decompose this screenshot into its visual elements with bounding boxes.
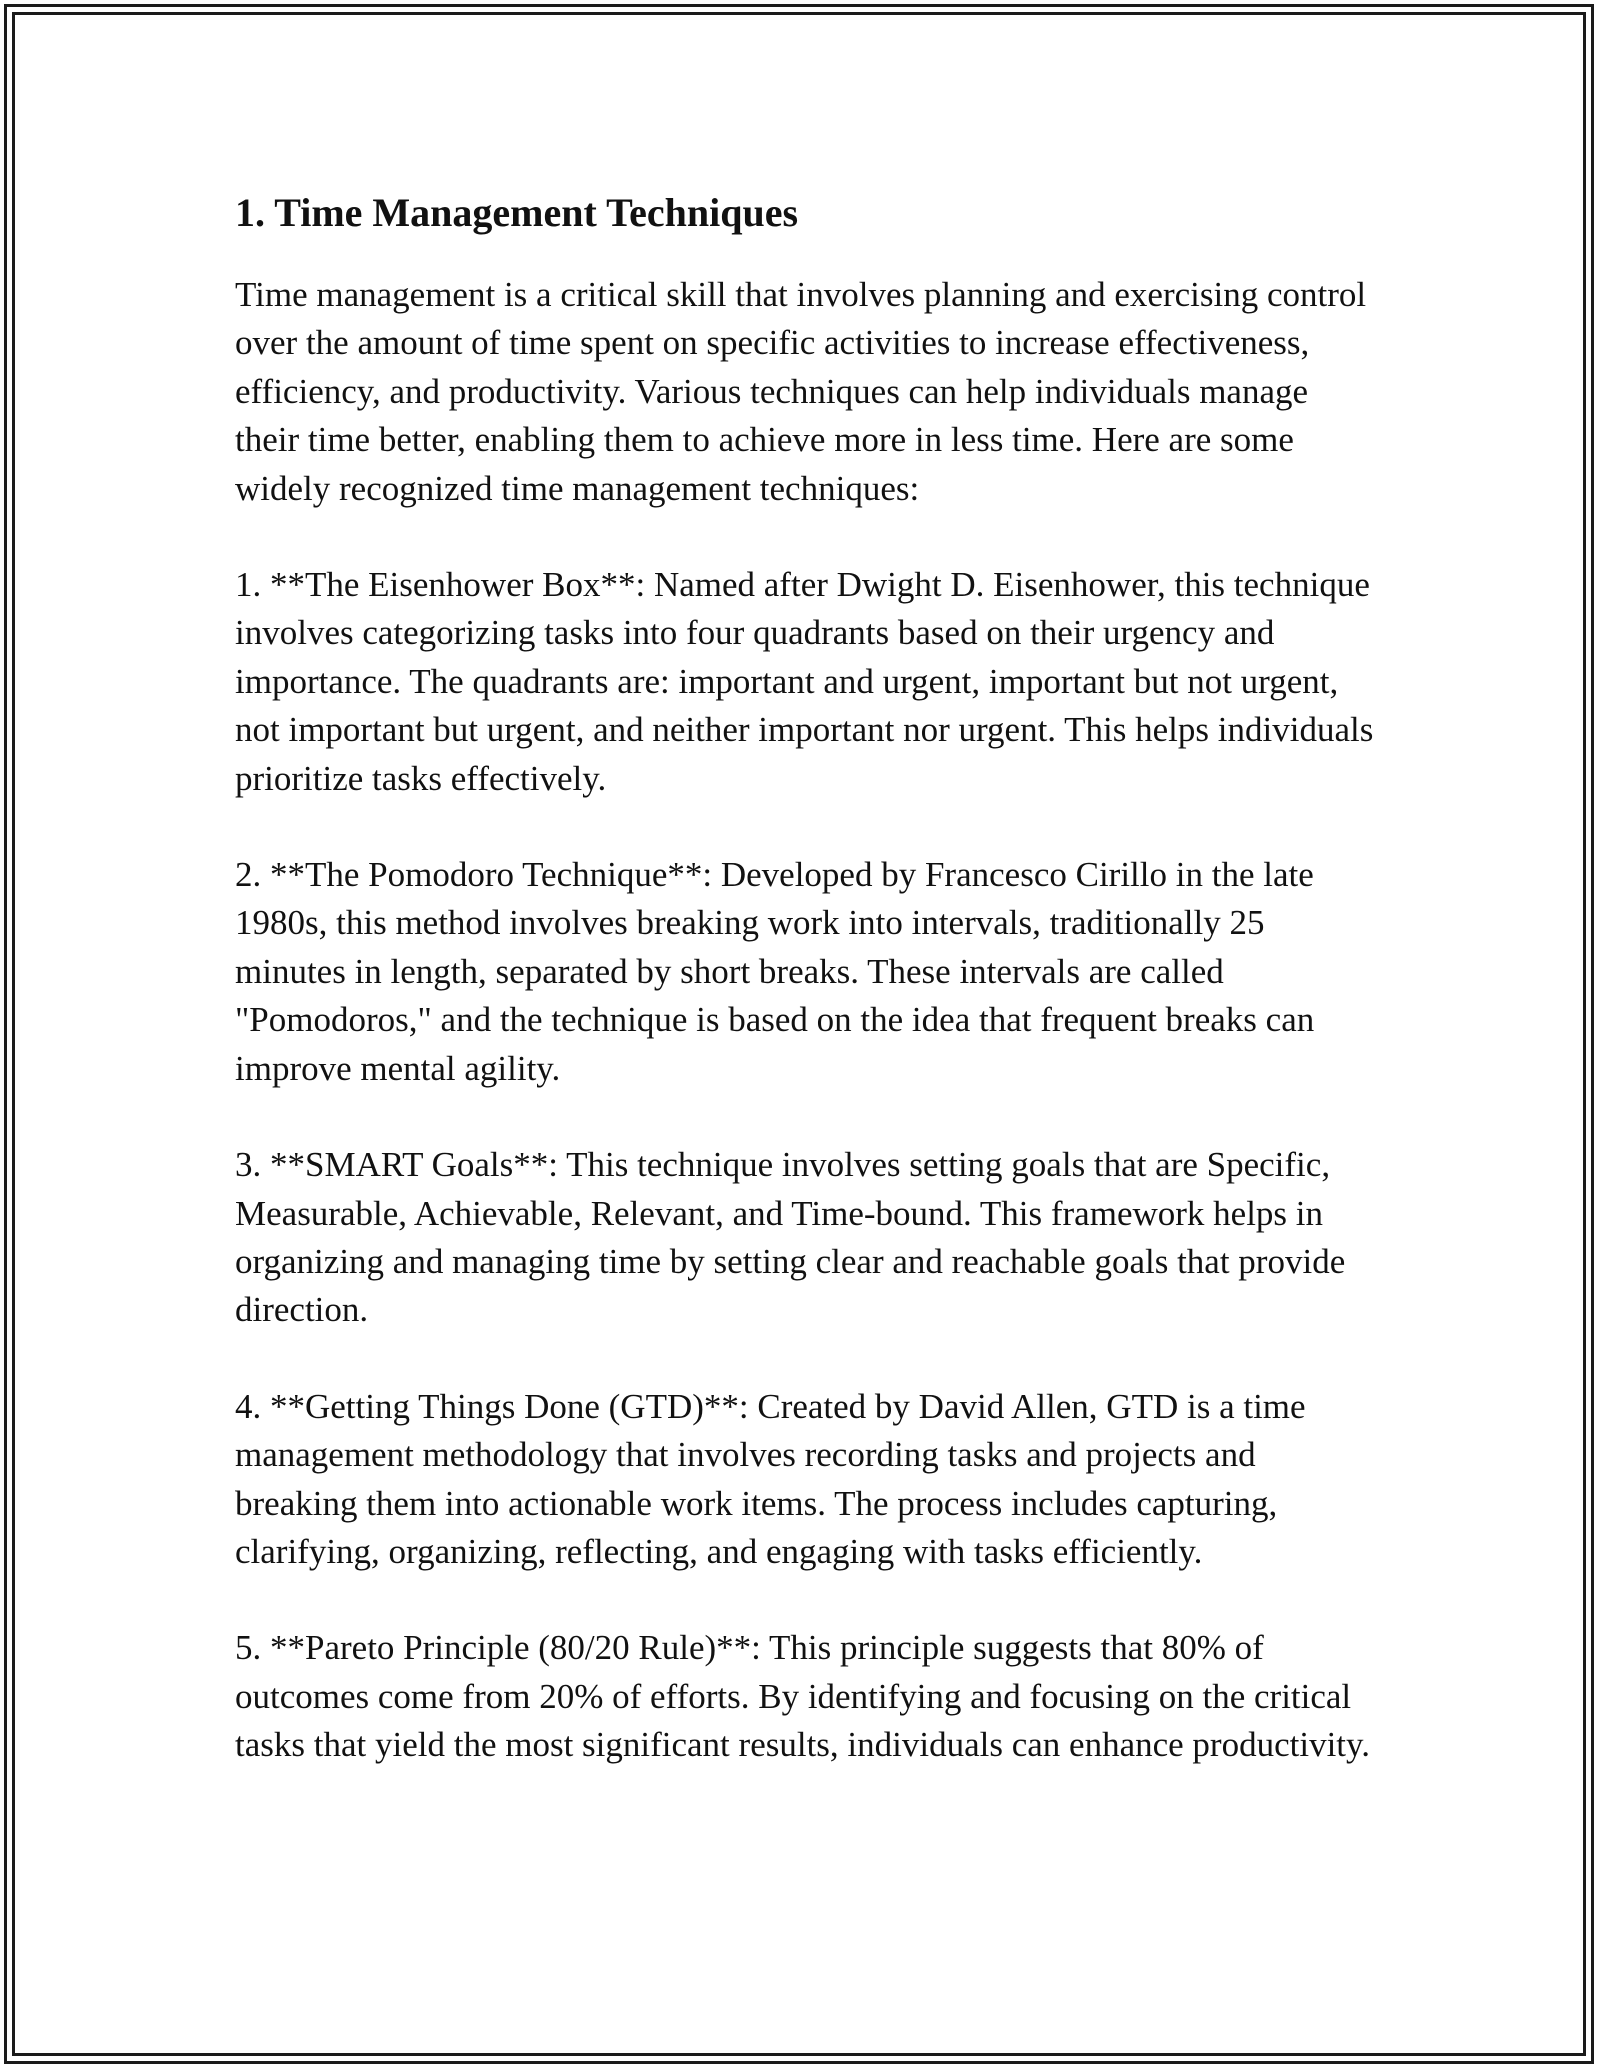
- getting-things-done-paragraph: 4. **Getting Things Done (GTD)**: Created by David Allen, GTD is a time management methodology that involves recording tasks and projects and breaking them into actionable work items. The process includes capturing, clarifying, organizing, reflecting, and engaging with tasks efficiently.: [235, 1386, 1306, 1571]
- eisenhower-box-paragraph: 1. **The Eisenhower Box**: Named after Dwight D. Eisenhower, this technique involves categorizing tasks into four quadrants based on their urgency and importance. The quadrants are: important and urgent, important but not urgent, not important but urgent, and neither important nor urgent. This helps individuals prioritize tasks effectively.: [235, 565, 1374, 798]
- smart-goals-paragraph: 3. **SMART Goals**: This technique involves setting goals that are Specific, Measurable, Achievable, Relevant, and Time-bound. This framework helps in organizing and managing time by setting clear and reachable goals that provide direction.: [235, 1145, 1346, 1330]
- pomodoro-technique-paragraph: 2. **The Pomodoro Technique**: Developed by Francesco Cirillo in the late 1980s, this method involves breaking work into intervals, traditionally 25 minutes in length, separated by short breaks. These intervals are called "Pomodoros," and the technique is based on the idea that frequent breaks can improve mental agility.: [235, 855, 1315, 1088]
- document-body: [235, 185, 1380, 1818]
- section-heading: 1. Time Management Techniques: [235, 190, 799, 235]
- intro-paragraph: Time management is a critical skill that involves planning and exercising control over the amount of time spent on specific activities to increase effectiveness, efficiency, and productivity. Various techniques can help individuals manage their time better, enabling them to achieve more in less time. Here are some widely recognized time management techniques:: [235, 275, 1367, 508]
- pareto-principle-paragraph: 5. **Pareto Principle (80/20 Rule)**: This principle suggests that 80% of outcomes come from 20% of efforts. By identifying and focusing on the critical tasks that yield the most significant results, individuals can enhance productivity.: [235, 1628, 1370, 1765]
